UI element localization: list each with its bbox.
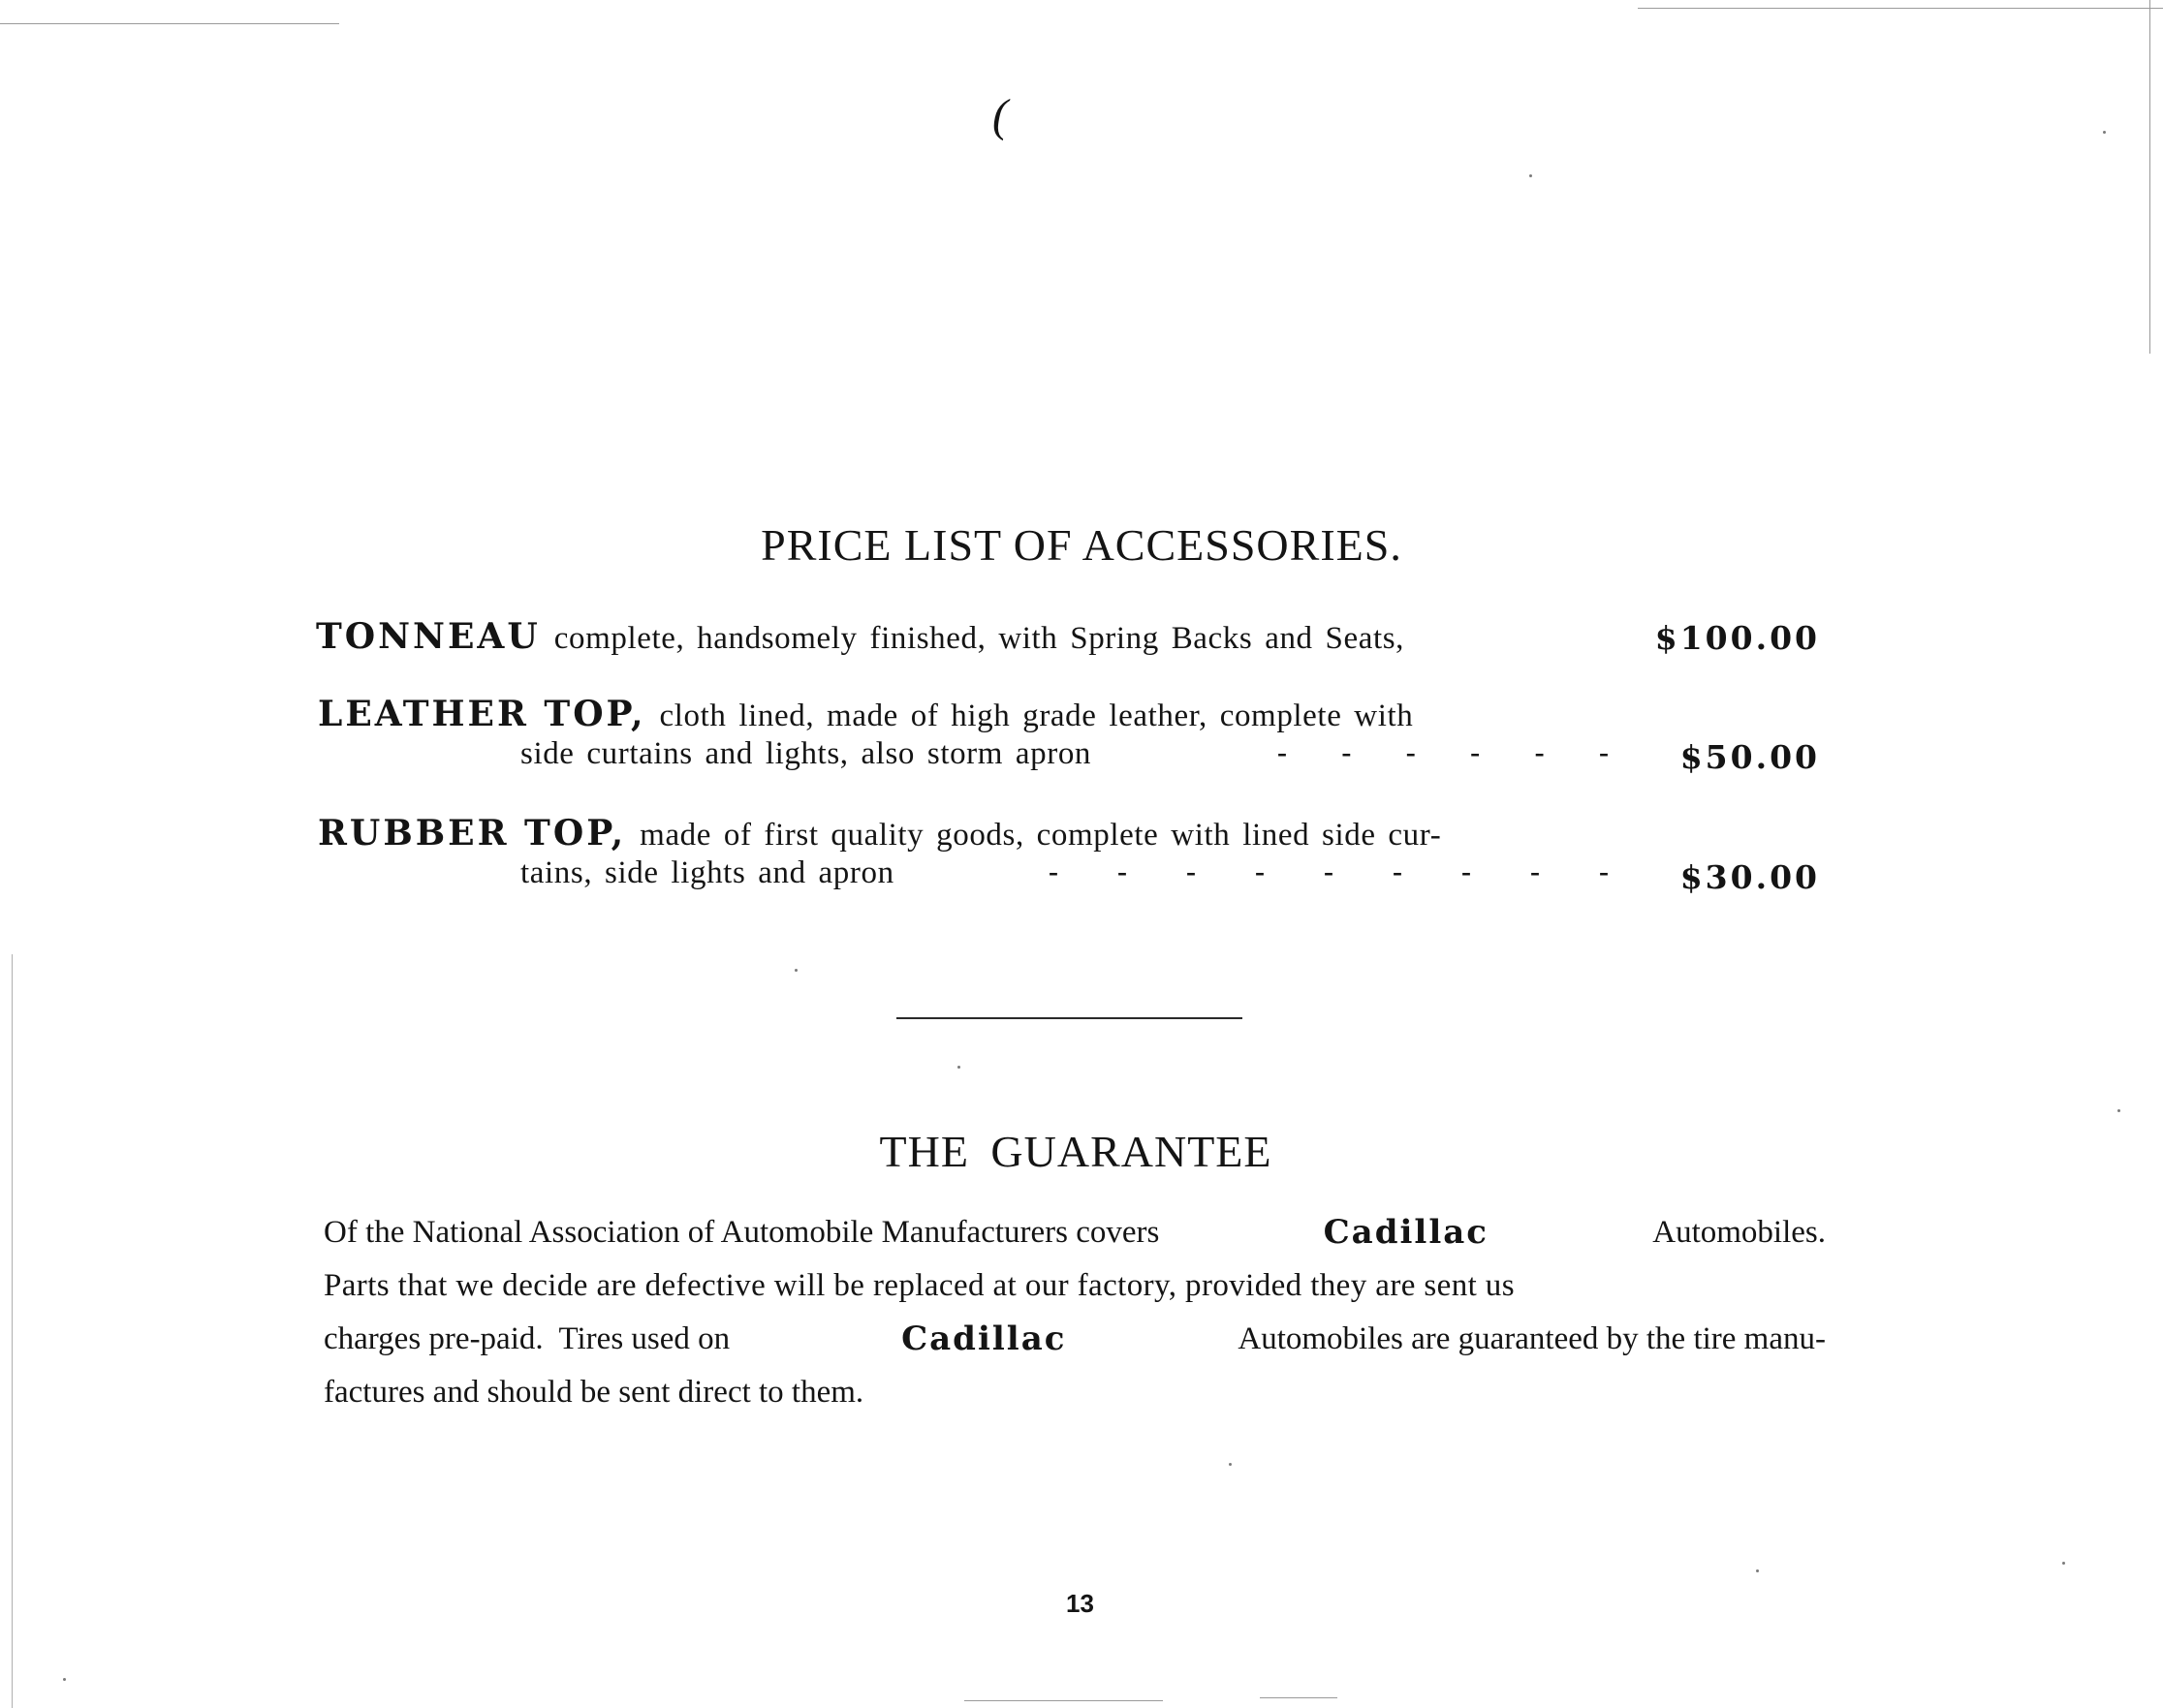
dust-speck <box>63 1678 66 1681</box>
scan-edge-line <box>1638 8 2163 9</box>
scan-edge-line <box>2149 0 2150 354</box>
item-description-cont: side curtains and lights, also storm apron <box>520 736 1092 771</box>
leader-dashes: - - - - - - <box>1277 736 1609 768</box>
brand-name: Cadillac <box>901 1320 1067 1358</box>
dust-speck <box>795 969 798 972</box>
dust-speck <box>1756 1569 1759 1572</box>
scan-edge-line <box>0 23 339 24</box>
guarantee-line-1b: Automobiles. <box>1652 1215 1826 1250</box>
item-description: complete, handsomely finished, with Spring Backs and Seats, <box>553 621 1404 656</box>
item-price: $100.00 <box>1654 619 1820 657</box>
item-description: cloth lined, made of high grade leather, complete with <box>659 699 1414 733</box>
price-item-rubber-top <box>318 813 1441 854</box>
dust-speck <box>1529 174 1532 177</box>
item-name: TONNEAU <box>316 616 541 657</box>
guarantee-title: THE GUARANTEE <box>879 1127 1272 1176</box>
price-item-tonneau <box>316 616 1404 657</box>
dust-speck <box>957 1066 960 1069</box>
item-price: $50.00 <box>1679 738 1820 776</box>
item-description: made of first quality goods, complete with lined side cur- <box>640 818 1442 853</box>
scan-edge-line <box>12 954 13 1708</box>
guarantee-line-3a: charges pre-paid. Tires used on <box>324 1321 731 1356</box>
scan-edge-line <box>964 1700 1163 1701</box>
dust-speck <box>2117 1109 2120 1112</box>
price-list-title: PRICE LIST OF ACCESSORIES. <box>761 520 1402 570</box>
guarantee-line-1a: Of the National Association of Automobile Manufacturers covers <box>324 1215 1160 1250</box>
price-item-leather-top <box>318 694 1413 734</box>
guarantee-text <box>324 1206 1826 1419</box>
dust-speck <box>2062 1562 2065 1565</box>
item-description-cont: tains, side lights and apron <box>520 855 894 890</box>
leader-dashes: - - - - - - - - - <box>1049 855 1609 887</box>
item-name: LEATHER TOP, <box>318 694 646 734</box>
brand-name: Cadillac <box>1323 1213 1489 1252</box>
item-name: RUBBER TOP, <box>318 813 627 854</box>
guarantee-line-2: Parts that we decide are defective will be replaced at our factory, provided they are sent us <box>324 1268 1515 1303</box>
paren-mark: ( <box>992 90 1008 141</box>
page-number: 13 <box>1066 1589 1094 1618</box>
dust-speck <box>1229 1463 1232 1466</box>
dust-speck <box>2103 131 2106 134</box>
section-divider <box>896 1017 1242 1019</box>
scan-edge-line <box>1260 1697 1337 1698</box>
item-price: $30.00 <box>1679 858 1820 896</box>
guarantee-line-4: factures and should be sent direct to them. <box>324 1375 864 1410</box>
guarantee-line-3b: Automobiles are guaranteed by the tire manu- <box>1238 1321 1826 1356</box>
